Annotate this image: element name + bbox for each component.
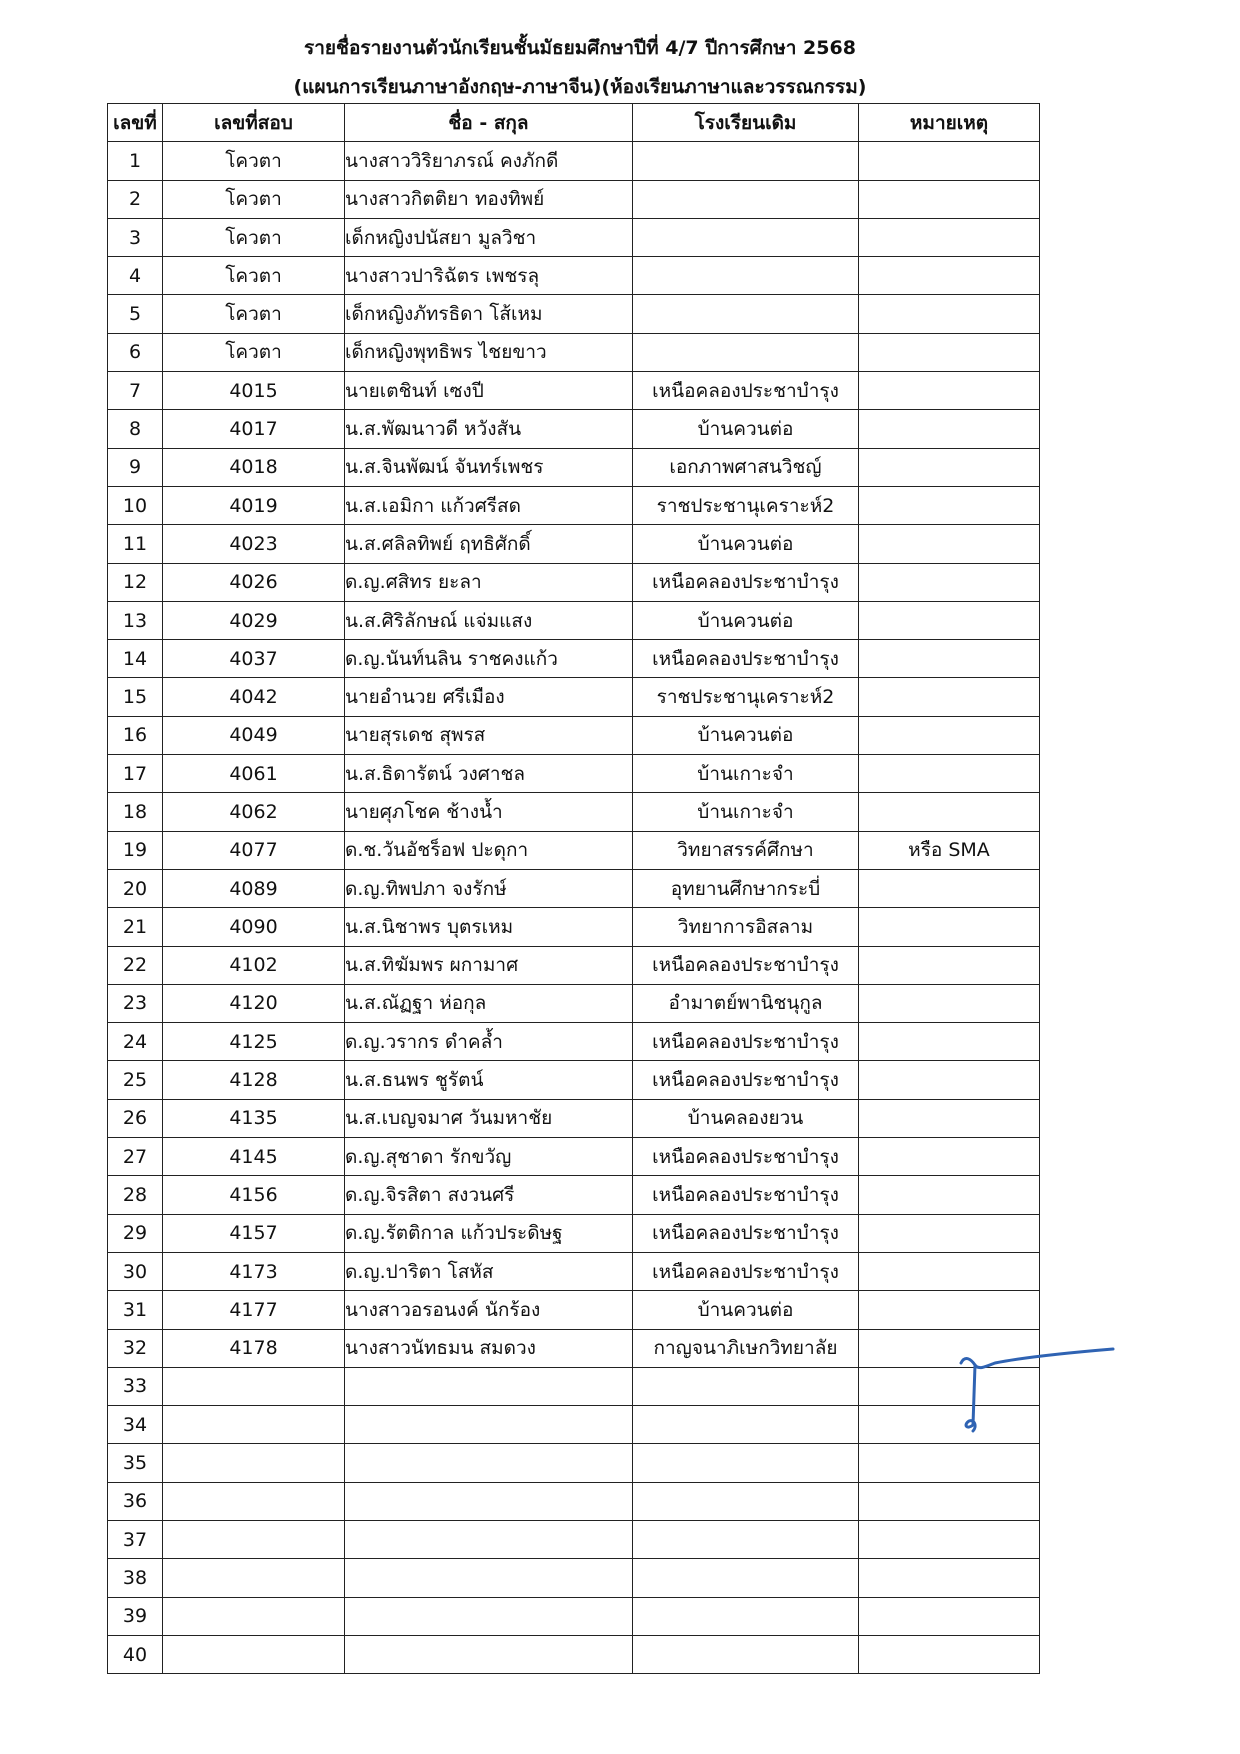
table-row: [108, 1597, 1040, 1635]
document-subtitle: (แผนการเรียนภาษาอังกฤษ-ภาษาจีน)(ห้องเรียนภาษาและวรรณกรรม): [293, 76, 867, 98]
student-name-cell: นายอำนวย ศรีเมือง: [345, 678, 633, 716]
remark-cell: [859, 1482, 1040, 1520]
table-row: [108, 640, 1040, 678]
table-row: [108, 486, 1040, 524]
previous-school-cell: เหนือคลองประชาบำรุง: [633, 1176, 859, 1214]
row-number-cell: 21: [108, 908, 163, 946]
table-row: [108, 1635, 1040, 1673]
remark-cell: [859, 142, 1040, 180]
student-name-cell: นายศุภโชค ช้างน้ำ: [345, 793, 633, 831]
student-name-cell: น.ส.เบญจมาศ วันมหาชัย: [345, 1099, 633, 1137]
previous-school-cell: ราชประชานุเคราะห์2: [633, 678, 859, 716]
exam-id-cell: [163, 1635, 345, 1673]
student-name-cell: นางสาววิริยาภรณ์ คงภักดี: [345, 142, 633, 180]
student-name-cell: น.ส.ธิดารัตน์ วงศาชล: [345, 755, 633, 793]
exam-id-cell: 4029: [163, 601, 345, 639]
previous-school-cell: [633, 1406, 859, 1444]
remark-cell: [859, 946, 1040, 984]
row-number-cell: 4: [108, 257, 163, 295]
exam-id-cell: 4062: [163, 793, 345, 831]
table-row: [108, 678, 1040, 716]
remark-cell: [859, 1444, 1040, 1482]
table-row: [108, 1367, 1040, 1405]
remark-cell: [859, 869, 1040, 907]
row-number-cell: 40: [108, 1635, 163, 1673]
student-name-cell: เด็กหญิงพุทธิพร ไชยขาว: [345, 333, 633, 371]
student-name-cell: นางสาวนัทธมน สมดวง: [345, 1329, 633, 1367]
table-row: [108, 1099, 1040, 1137]
student-name-cell: ด.ญ.นันท์นลิน ราชคงแก้ว: [345, 640, 633, 678]
table-header-row: [108, 104, 1040, 142]
remark-cell: [859, 563, 1040, 601]
table-row: [108, 1252, 1040, 1290]
table-row: [108, 257, 1040, 295]
remark-cell: [859, 793, 1040, 831]
previous-school-cell: ราชประชานุเคราะห์2: [633, 486, 859, 524]
header-remarks: หมายเหตุ: [859, 104, 1040, 142]
row-number-cell: 35: [108, 1444, 163, 1482]
previous-school-cell: เหนือคลองประชาบำรุง: [633, 946, 859, 984]
previous-school-cell: บ้านเกาะจำ: [633, 793, 859, 831]
student-name-cell: [345, 1482, 633, 1520]
exam-id-cell: โควตา: [163, 180, 345, 218]
row-number-cell: 5: [108, 295, 163, 333]
remark-cell: [859, 295, 1040, 333]
row-number-cell: 26: [108, 1099, 163, 1137]
student-name-cell: นางสาวกิตติยา ทองทิพย์: [345, 180, 633, 218]
exam-id-cell: 4177: [163, 1291, 345, 1329]
student-name-cell: [345, 1559, 633, 1597]
student-name-cell: นางสาวอรอนงค์ นักร้อง: [345, 1291, 633, 1329]
table-row: [108, 908, 1040, 946]
student-name-cell: ด.ญ.จิรสิตา สงวนศรี: [345, 1176, 633, 1214]
previous-school-cell: [633, 1520, 859, 1558]
table-row: [108, 142, 1040, 180]
student-name-cell: น.ส.เอมิกา แก้วศรีสด: [345, 486, 633, 524]
row-number-cell: 18: [108, 793, 163, 831]
student-name-cell: [345, 1597, 633, 1635]
previous-school-cell: กาญจนาภิเษกวิทยาลัย: [633, 1329, 859, 1367]
table-row: [108, 1214, 1040, 1252]
row-number-cell: 37: [108, 1520, 163, 1558]
exam-id-cell: 4090: [163, 908, 345, 946]
previous-school-cell: บ้านเกาะจำ: [633, 755, 859, 793]
row-number-cell: 29: [108, 1214, 163, 1252]
remark-cell: [859, 410, 1040, 448]
student-name-cell: น.ส.ธนพร ชูรัตน์: [345, 1061, 633, 1099]
student-name-cell: น.ส.ศลิลทิพย์ ฤทธิศักดิ์: [345, 525, 633, 563]
table-row: [108, 1406, 1040, 1444]
exam-id-cell: 4019: [163, 486, 345, 524]
table-row: [108, 793, 1040, 831]
table-row: [108, 601, 1040, 639]
student-name-cell: น.ส.พัฒนาวดี หวังสัน: [345, 410, 633, 448]
row-number-cell: 3: [108, 218, 163, 256]
remark-cell: [859, 1061, 1040, 1099]
row-number-cell: 9: [108, 448, 163, 486]
table-row: [108, 1138, 1040, 1176]
row-number-cell: 32: [108, 1329, 163, 1367]
student-name-cell: [345, 1520, 633, 1558]
row-number-cell: 15: [108, 678, 163, 716]
row-number-cell: 12: [108, 563, 163, 601]
exam-id-cell: โควตา: [163, 142, 345, 180]
exam-id-cell: 4023: [163, 525, 345, 563]
table-row: [108, 410, 1040, 448]
student-name-cell: น.ส.นิชาพร บุตรเหม: [345, 908, 633, 946]
exam-id-cell: [163, 1406, 345, 1444]
exam-id-cell: โควตา: [163, 257, 345, 295]
student-name-cell: ด.ญ.สุชาดา รักขวัญ: [345, 1138, 633, 1176]
row-number-cell: 34: [108, 1406, 163, 1444]
previous-school-cell: [633, 1482, 859, 1520]
remark-cell: [859, 218, 1040, 256]
student-roster-table: [107, 103, 1040, 1674]
exam-id-cell: โควตา: [163, 295, 345, 333]
table-row: [108, 1559, 1040, 1597]
exam-id-cell: 4042: [163, 678, 345, 716]
exam-id-cell: 4018: [163, 448, 345, 486]
previous-school-cell: [633, 1559, 859, 1597]
exam-id-cell: 4102: [163, 946, 345, 984]
remark-cell: [859, 984, 1040, 1022]
exam-id-cell: [163, 1597, 345, 1635]
row-number-cell: 14: [108, 640, 163, 678]
row-number-cell: 10: [108, 486, 163, 524]
remark-cell: [859, 601, 1040, 639]
table-row: [108, 1291, 1040, 1329]
remark-cell: [859, 1252, 1040, 1290]
previous-school-cell: เหนือคลองประชาบำรุง: [633, 640, 859, 678]
previous-school-cell: อุทยานศึกษากระบี่: [633, 869, 859, 907]
exam-id-cell: [163, 1367, 345, 1405]
previous-school-cell: เหนือคลองประชาบำรุง: [633, 1138, 859, 1176]
row-number-cell: 16: [108, 716, 163, 754]
student-name-cell: ด.ญ.ศสิทร ยะลา: [345, 563, 633, 601]
table-row: [108, 333, 1040, 371]
remark-cell: [859, 755, 1040, 793]
previous-school-cell: เหนือคลองประชาบำรุง: [633, 1023, 859, 1061]
table-row: [108, 180, 1040, 218]
row-number-cell: 1: [108, 142, 163, 180]
exam-id-cell: 4037: [163, 640, 345, 678]
student-name-cell: [345, 1635, 633, 1673]
row-number-cell: 19: [108, 831, 163, 869]
exam-id-cell: โควตา: [163, 333, 345, 371]
table-row: [108, 295, 1040, 333]
previous-school-cell: วิทยาการอิสลาม: [633, 908, 859, 946]
exam-id-cell: 4061: [163, 755, 345, 793]
student-name-cell: [345, 1367, 633, 1405]
exam-id-cell: 4173: [163, 1252, 345, 1290]
previous-school-cell: บ้านคลองยวน: [633, 1099, 859, 1137]
remark-cell: [859, 372, 1040, 410]
student-name-cell: นายเตชินท์ เซงปี: [345, 372, 633, 410]
exam-id-cell: 4120: [163, 984, 345, 1022]
previous-school-cell: [633, 295, 859, 333]
remark-cell: [859, 716, 1040, 754]
row-number-cell: 20: [108, 869, 163, 907]
exam-id-cell: โควตา: [163, 218, 345, 256]
remark-cell: [859, 1214, 1040, 1252]
table-row: [108, 1329, 1040, 1367]
table-row: [108, 831, 1040, 869]
remark-cell: [859, 1559, 1040, 1597]
table-row: [108, 984, 1040, 1022]
exam-id-cell: 4157: [163, 1214, 345, 1252]
table-row: [108, 716, 1040, 754]
table-row: [108, 525, 1040, 563]
student-name-cell: เด็กหญิงภัทรธิดา โส้เหม: [345, 295, 633, 333]
row-number-cell: 11: [108, 525, 163, 563]
exam-id-cell: [163, 1444, 345, 1482]
student-name-cell: น.ส.ทิฆัมพร ผกามาศ: [345, 946, 633, 984]
table-row: [108, 372, 1040, 410]
exam-id-cell: [163, 1482, 345, 1520]
table-row: [108, 946, 1040, 984]
row-number-cell: 25: [108, 1061, 163, 1099]
student-name-cell: ด.ช.วันอัชร็อฟ ปะดุกา: [345, 831, 633, 869]
remark-cell: [859, 525, 1040, 563]
remark-cell: [859, 180, 1040, 218]
previous-school-cell: เหนือคลองประชาบำรุง: [633, 1252, 859, 1290]
remark-cell: [859, 1023, 1040, 1061]
row-number-cell: 31: [108, 1291, 163, 1329]
exam-id-cell: 4135: [163, 1099, 345, 1137]
exam-id-cell: 4026: [163, 563, 345, 601]
previous-school-cell: [633, 1597, 859, 1635]
exam-id-cell: 4145: [163, 1138, 345, 1176]
remark-cell: [859, 1176, 1040, 1214]
table-row: [108, 755, 1040, 793]
exam-id-cell: 4125: [163, 1023, 345, 1061]
exam-id-cell: 4049: [163, 716, 345, 754]
exam-id-cell: [163, 1559, 345, 1597]
handwritten-signature: [955, 1335, 1125, 1435]
row-number-cell: 6: [108, 333, 163, 371]
row-number-cell: 7: [108, 372, 163, 410]
exam-id-cell: 4128: [163, 1061, 345, 1099]
student-name-cell: น.ส.จินพัฒน์ จันทร์เพชร: [345, 448, 633, 486]
row-number-cell: 38: [108, 1559, 163, 1597]
remark-cell: [859, 486, 1040, 524]
previous-school-cell: บ้านควนต่อ: [633, 525, 859, 563]
table-row: [108, 1444, 1040, 1482]
remark-cell: [859, 908, 1040, 946]
remark-cell: [859, 1138, 1040, 1176]
student-name-cell: น.ส.ศิริลักษณ์ แจ่มแสง: [345, 601, 633, 639]
table-row: [108, 869, 1040, 907]
table-row: [108, 448, 1040, 486]
student-name-cell: เด็กหญิงปนัสยา มูลวิชา: [345, 218, 633, 256]
remark-cell: [859, 257, 1040, 295]
previous-school-cell: [633, 333, 859, 371]
row-number-cell: 8: [108, 410, 163, 448]
previous-school-cell: เหนือคลองประชาบำรุง: [633, 372, 859, 410]
previous-school-cell: บ้านควนต่อ: [633, 601, 859, 639]
remark-cell: [859, 1099, 1040, 1137]
remark-cell: หรือ SMA: [859, 831, 1040, 869]
student-name-cell: ด.ญ.รัตติกาล แก้วประดิษฐ: [345, 1214, 633, 1252]
row-number-cell: 22: [108, 946, 163, 984]
row-number-cell: 17: [108, 755, 163, 793]
previous-school-cell: [633, 180, 859, 218]
student-name-cell: ด.ญ.ปาริตา โสหัส: [345, 1252, 633, 1290]
header-exam-id: เลขที่สอบ: [163, 104, 345, 142]
row-number-cell: 33: [108, 1367, 163, 1405]
row-number-cell: 36: [108, 1482, 163, 1520]
row-number-cell: 39: [108, 1597, 163, 1635]
previous-school-cell: [633, 257, 859, 295]
remark-cell: [859, 1597, 1040, 1635]
table-row: [108, 1482, 1040, 1520]
table-body: [108, 142, 1040, 1674]
header-full-name: ชื่อ - สกุล: [345, 104, 633, 142]
exam-id-cell: 4077: [163, 831, 345, 869]
exam-id-cell: 4017: [163, 410, 345, 448]
remark-cell: [859, 1520, 1040, 1558]
table-row: [108, 1520, 1040, 1558]
row-number-cell: 30: [108, 1252, 163, 1290]
remark-cell: [859, 640, 1040, 678]
table-row: [108, 1061, 1040, 1099]
row-number-cell: 27: [108, 1138, 163, 1176]
remark-cell: [859, 448, 1040, 486]
table-row: [108, 1023, 1040, 1061]
header-previous-school: โรงเรียนเดิม: [633, 104, 859, 142]
previous-school-cell: [633, 1444, 859, 1482]
student-name-cell: นางสาวปาริฉัตร เพชรลุ: [345, 257, 633, 295]
previous-school-cell: [633, 218, 859, 256]
document-title: รายชื่อรายงานตัวนักเรียนชั้นมัธยมศึกษาปีที่ 4/7 ปีการศึกษา 2568: [304, 37, 856, 59]
previous-school-cell: อำมาตย์พานิชนุกูล: [633, 984, 859, 1022]
row-number-cell: 24: [108, 1023, 163, 1061]
student-name-cell: [345, 1406, 633, 1444]
exam-id-cell: [163, 1520, 345, 1558]
previous-school-cell: เหนือคลองประชาบำรุง: [633, 563, 859, 601]
previous-school-cell: บ้านควนต่อ: [633, 1291, 859, 1329]
student-name-cell: น.ส.ณัฏฐา ห่อกุล: [345, 984, 633, 1022]
previous-school-cell: เหนือคลองประชาบำรุง: [633, 1214, 859, 1252]
student-name-cell: นายสุรเดช สุพรส: [345, 716, 633, 754]
previous-school-cell: [633, 1367, 859, 1405]
table-row: [108, 563, 1040, 601]
student-name-cell: ด.ญ.ทิพปภา จงรักษ์: [345, 869, 633, 907]
previous-school-cell: บ้านควนต่อ: [633, 410, 859, 448]
remark-cell: [859, 678, 1040, 716]
table-row: [108, 218, 1040, 256]
remark-cell: [859, 1291, 1040, 1329]
previous-school-cell: เหนือคลองประชาบำรุง: [633, 1061, 859, 1099]
previous-school-cell: เอกภาพศาสนวิชญ์: [633, 448, 859, 486]
student-name-cell: ด.ญ.วรากร ดำคล้ำ: [345, 1023, 633, 1061]
previous-school-cell: [633, 1635, 859, 1673]
row-number-cell: 13: [108, 601, 163, 639]
exam-id-cell: 4015: [163, 372, 345, 410]
previous-school-cell: [633, 142, 859, 180]
row-number-cell: 2: [108, 180, 163, 218]
previous-school-cell: วิทยาสรรค์ศึกษา: [633, 831, 859, 869]
row-number-cell: 28: [108, 1176, 163, 1214]
exam-id-cell: 4089: [163, 869, 345, 907]
remark-cell: [859, 1635, 1040, 1673]
exam-id-cell: 4178: [163, 1329, 345, 1367]
header-number: เลขที่: [108, 104, 163, 142]
remark-cell: [859, 333, 1040, 371]
row-number-cell: 23: [108, 984, 163, 1022]
table-row: [108, 1176, 1040, 1214]
exam-id-cell: 4156: [163, 1176, 345, 1214]
previous-school-cell: บ้านควนต่อ: [633, 716, 859, 754]
student-name-cell: [345, 1444, 633, 1482]
